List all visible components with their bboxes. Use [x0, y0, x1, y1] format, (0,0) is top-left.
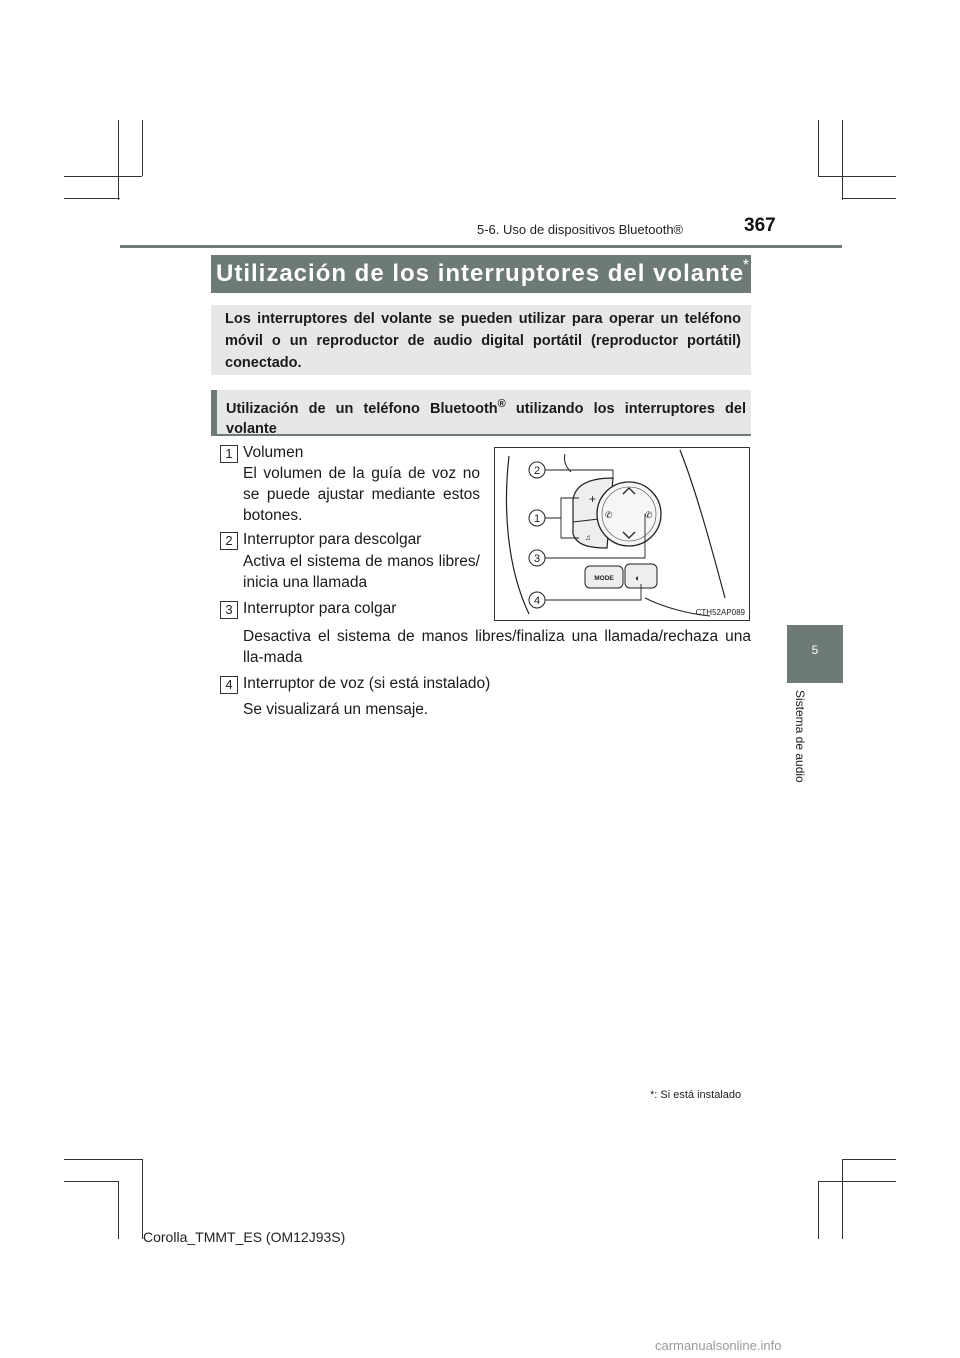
svg-text:◐: ◐: [635, 573, 641, 583]
header-rule: [120, 245, 842, 248]
intro-box: [211, 305, 751, 375]
svg-text:♫: ♫: [585, 533, 591, 542]
section-title-bar: [211, 255, 751, 293]
subsection-heading-part: Utilización de un teléfono Bluetooth: [226, 400, 498, 417]
chapter-tab: [787, 625, 843, 683]
intro-text: Los interruptores del volante se pueden utilizar para operar un teléfono móvil o un reproductor de audio digital portátil (reproductor portátil) conectado.: [225, 311, 741, 371]
crop-mark: [842, 120, 843, 200]
item-description: Activa el sistema de manos libres/ inicia una llamada: [243, 553, 480, 591]
installed-marker-icon: *: [742, 257, 749, 274]
crop-mark: [142, 120, 143, 176]
crop-mark: [842, 198, 896, 199]
item-number-badge: 4: [220, 676, 238, 694]
crop-mark: [64, 1159, 142, 1160]
svg-text:✆: ✆: [605, 510, 613, 520]
watermark: carmanualsonline.info: [655, 1338, 782, 1353]
steering-switch-illustration: [495, 448, 749, 620]
crop-mark: [142, 1159, 143, 1239]
subsection-heading-box: [211, 390, 751, 436]
callout-number: 2: [533, 465, 541, 477]
item-number-badge: 2: [220, 532, 238, 550]
callout-number: 4: [533, 595, 541, 607]
chapter-tab-number: 5: [811, 643, 819, 657]
svg-text:✆: ✆: [645, 510, 653, 520]
crop-mark: [818, 1181, 896, 1182]
crop-mark: [64, 198, 120, 199]
crop-mark: [64, 1181, 118, 1182]
mode-label: MODE: [594, 575, 614, 582]
crop-mark: [64, 176, 142, 177]
item-description: El volumen de la guía de voz no se puede ajustar mediante estos botones.: [243, 465, 480, 524]
subsection-heading: [226, 394, 746, 439]
crop-mark: [818, 1181, 819, 1239]
section-label: 5-6. Uso de dispositivos Bluetooth®: [477, 222, 684, 237]
item-title: Interruptor de voz (si está instalado): [243, 675, 491, 692]
chapter-tab-label: Sistema de audio: [793, 690, 807, 783]
crop-mark: [118, 1181, 119, 1239]
registered-mark: ®: [497, 398, 506, 410]
crop-mark: [818, 176, 896, 177]
callout-number: 1: [533, 513, 541, 525]
svg-text:+: +: [589, 492, 597, 506]
crop-mark: [842, 1159, 896, 1160]
subsection-heading-part: utilizando los interruptores del volante: [226, 400, 746, 437]
footnote: *: Si está instalado: [650, 1089, 742, 1101]
item-title: Interruptor para colgar: [243, 600, 397, 617]
item-description: Se visualizará un mensaje.: [243, 701, 429, 718]
page-number: 367: [744, 215, 776, 236]
item-title: Interruptor para descolgar: [243, 531, 422, 548]
section-title: Utilización de los interruptores del volante: [216, 260, 745, 287]
figure-code: CTH52AP089: [695, 608, 745, 617]
crop-mark: [818, 120, 819, 176]
item-number-badge: 3: [220, 601, 238, 619]
footer-code: Corolla_TMMT_ES (OM12J93S): [143, 1229, 346, 1245]
item-description: Desactiva el sistema de manos libres/finaliza una llamada/rechaza una lla-mada: [243, 628, 751, 666]
crop-mark: [118, 120, 119, 200]
crop-mark: [842, 1159, 843, 1239]
item-number-badge: 1: [220, 445, 238, 463]
callout-number: 3: [533, 553, 541, 565]
steering-switch-figure: [494, 447, 750, 621]
item-title: Volumen: [243, 444, 304, 461]
